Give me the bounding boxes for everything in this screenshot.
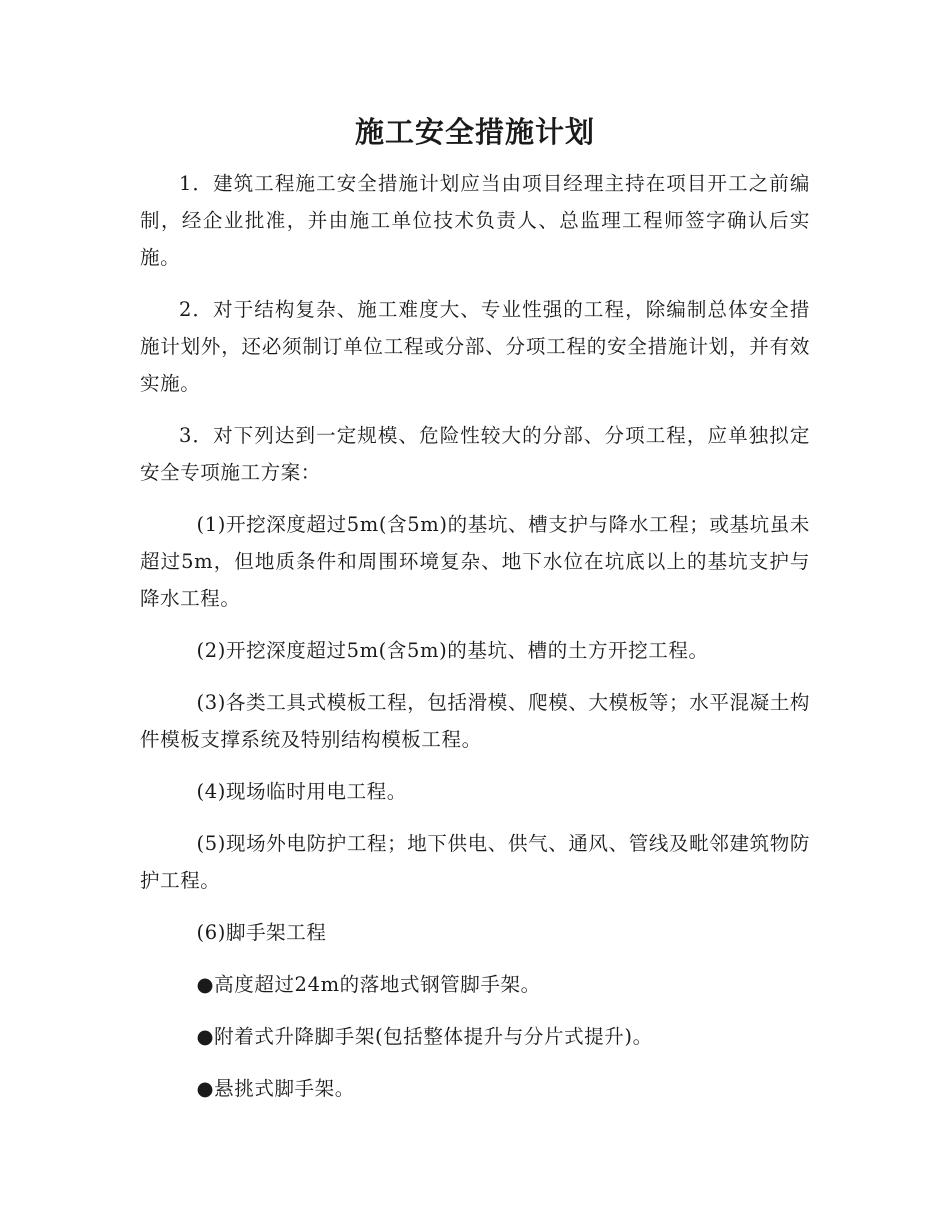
bullet-item-1: ●高度超过24m的落地式钢管脚手架。 [196,973,541,996]
paragraph-2: 2．对于结构复杂、施工难度大、专业性强的工程，除编制总体安全措施计划外，还必须制订单位工程或分部、分项工程的安全措施计划，并有效实施。 [140,298,810,395]
paragraph-1: 1．建筑工程施工安全措施计划应当由项目经理主持在项目开工之前编制，经企业批准，并由施工单位技术负责人、总监理工程师签字确认后实施。 [140,172,810,269]
bullet-item-2: ●附着式升降脚手架(包括整体提升与分片式提升)。 [196,1025,653,1048]
list-item-6: (6)脚手架工程 [196,921,327,944]
document-body [140,165,810,1122]
paragraph-3: 3．对下列达到一定规模、危险性较大的分部、分项工程，应单独拟定安全专项施工方案： [140,424,810,484]
list-item-4: (4)现场临时用电工程。 [196,780,407,803]
document-title: 施工安全措施计划 [354,115,595,149]
bullet-item-3: ●悬挑式脚手架。 [196,1077,355,1100]
list-item-5: (5)现场外电防护工程；地下供电、供气、通风、管线及毗邻建筑物防护工程。 [140,832,810,892]
list-item-1: (1)开挖深度超过5m(含5m)的基坑、槽支护与降水工程；或基坑虽未超过5m，但地质条件和周围环境复杂、地下水位在坑底以上的基坑支护与降水工程。 [140,513,810,610]
list-item-2: (2)开挖深度超过5m(含5m)的基坑、槽的土方开挖工程。 [196,639,709,662]
list-item-3: (3)各类工具式模板工程，包括滑模、爬模、大模板等；水平混凝土构件模板支撑系统及特别结构模板工程。 [140,691,810,751]
